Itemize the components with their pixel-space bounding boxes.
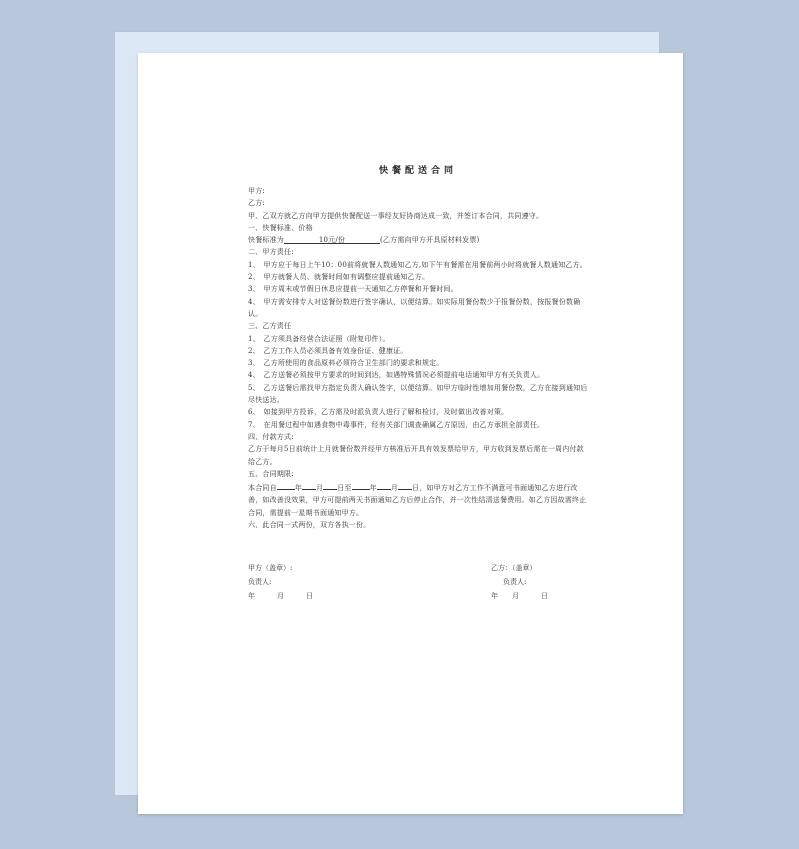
- section-2-heading: 二、甲方责任:: [248, 248, 294, 257]
- b-item-7: 7、 在用餐过程中如遇食物中毒事件，经有关部门调查确属乙方原因，由乙方承担全部责任。: [248, 420, 545, 429]
- a-item-4: 4、 甲方需安排专人对送餐份数进行签字确认，以便结算。如实际用餐份数少于报餐份数，按报餐份数确认。: [248, 297, 581, 318]
- term-blank: [398, 480, 412, 490]
- b-item-6: 6、 如接到甲方投诉，乙方需及时派负责人进行了解和检讨，及时做出改善对策。: [248, 408, 509, 417]
- term-blank: [323, 480, 337, 490]
- b-item-4: 4、 乙方送餐必须按甲方要求的时间到达，如遇特殊情况必须提前电话通知甲方有关负责人。: [248, 371, 545, 380]
- a-item-3: 3、 甲方周末或节假日休息应提前一天通知乙方停餐和开餐时间。: [248, 285, 458, 294]
- party-b-date: [491, 590, 611, 604]
- party-b-line: 乙方:: [248, 199, 265, 208]
- party-a-signature: [248, 562, 388, 603]
- standard-prefix: 快餐标准为: [248, 236, 284, 245]
- party-b-seal-label: 乙方：（盖章）: [491, 564, 537, 572]
- section-1-heading: 一、快餐标准、价格: [248, 223, 313, 232]
- section-3-heading: 三、乙方责任: [248, 322, 292, 331]
- term-prefix: 本合同自: [248, 484, 277, 493]
- date-day: 日: [306, 591, 313, 600]
- date-month: 月: [277, 591, 284, 600]
- section-5-heading: 五、合同期限:: [248, 469, 294, 478]
- party-a-seal-label: 甲方（盖章）:: [248, 564, 293, 572]
- date-year: 年: [491, 591, 498, 600]
- term-year-label: 年: [369, 484, 377, 493]
- party-b-signature: [491, 562, 611, 603]
- contract-title: 快餐配送合同: [378, 166, 457, 176]
- b-item-2: 2、 乙方工作人员必须具备有效身份证、健康证。: [248, 346, 408, 355]
- intro-paragraph: 甲、乙双方就乙方向甲方提供快餐配送一事经友好协商达成一致，并签订本合同，共同遵守。: [248, 211, 544, 220]
- term-rest: 日，如甲方对乙方工作不满意可书面通知乙方进行改善，如改善没效果，甲方可提前两天书面通知乙方后停止合作，并一次性结清送餐费用。如乙方因故需终止合同，需提前一星期书面通知甲方。: [248, 484, 587, 517]
- term-blank: [377, 480, 391, 490]
- term-blank: [302, 480, 316, 490]
- b-item-5: 5、 乙方送餐后需找甲方指定负责人确认签字，以便结算。如甲方临时性增加用餐份数，乙方在接到通知后尽快送达。: [248, 383, 588, 405]
- term-blank: [352, 480, 370, 490]
- standard-value: 10元/份: [284, 234, 380, 244]
- party-a-date: [248, 590, 388, 604]
- a-item-1: 1、 甲方应于每日上午10：00前将就餐人数通知乙方,如下午有餐需在用餐前两小时将就餐人数通知乙方。: [248, 260, 587, 269]
- party-b-person-label: 负责人:: [503, 577, 527, 586]
- document-page: [138, 53, 683, 814]
- term-month-label: 月: [390, 484, 399, 493]
- party-a-line: 甲方:: [248, 187, 265, 195]
- standard-suffix: (乙方需向甲方开具原材料发票): [380, 236, 480, 245]
- term-year-label: 年: [294, 484, 303, 493]
- b-item-1: 1、 乙方须具备经营合法证照（附复印件）。: [248, 334, 390, 343]
- term-day-to-label: 日至: [337, 484, 352, 493]
- section-6-line: 六、此合同一式两份，双方各执一份。: [248, 521, 371, 530]
- date-year: 年: [248, 591, 255, 600]
- date-day: 日: [541, 591, 548, 600]
- standard-line: [248, 234, 588, 246]
- term-month-label: 月: [316, 484, 324, 493]
- a-item-2: 2、 甲方就餐人员、就餐时间如有调整应提前通知乙方。: [248, 273, 430, 282]
- party-a-person-label: 负责人:: [248, 577, 272, 586]
- payment-paragraph: 乙方于每月5日前统计上月就餐份数并经甲方核准后开具有效发票给甲方，甲方收到发票后需在一周内付款给乙方。: [248, 445, 584, 466]
- term-blank: [277, 480, 295, 490]
- contract-body: [248, 163, 588, 531]
- b-item-3: 3、 乙方所使用的食品原料必须符合卫生部门的要求和规定。: [248, 359, 444, 368]
- section-4-heading: 四、付款方式:: [248, 432, 294, 441]
- term-paragraph: [248, 480, 588, 519]
- date-month: 月: [512, 591, 519, 600]
